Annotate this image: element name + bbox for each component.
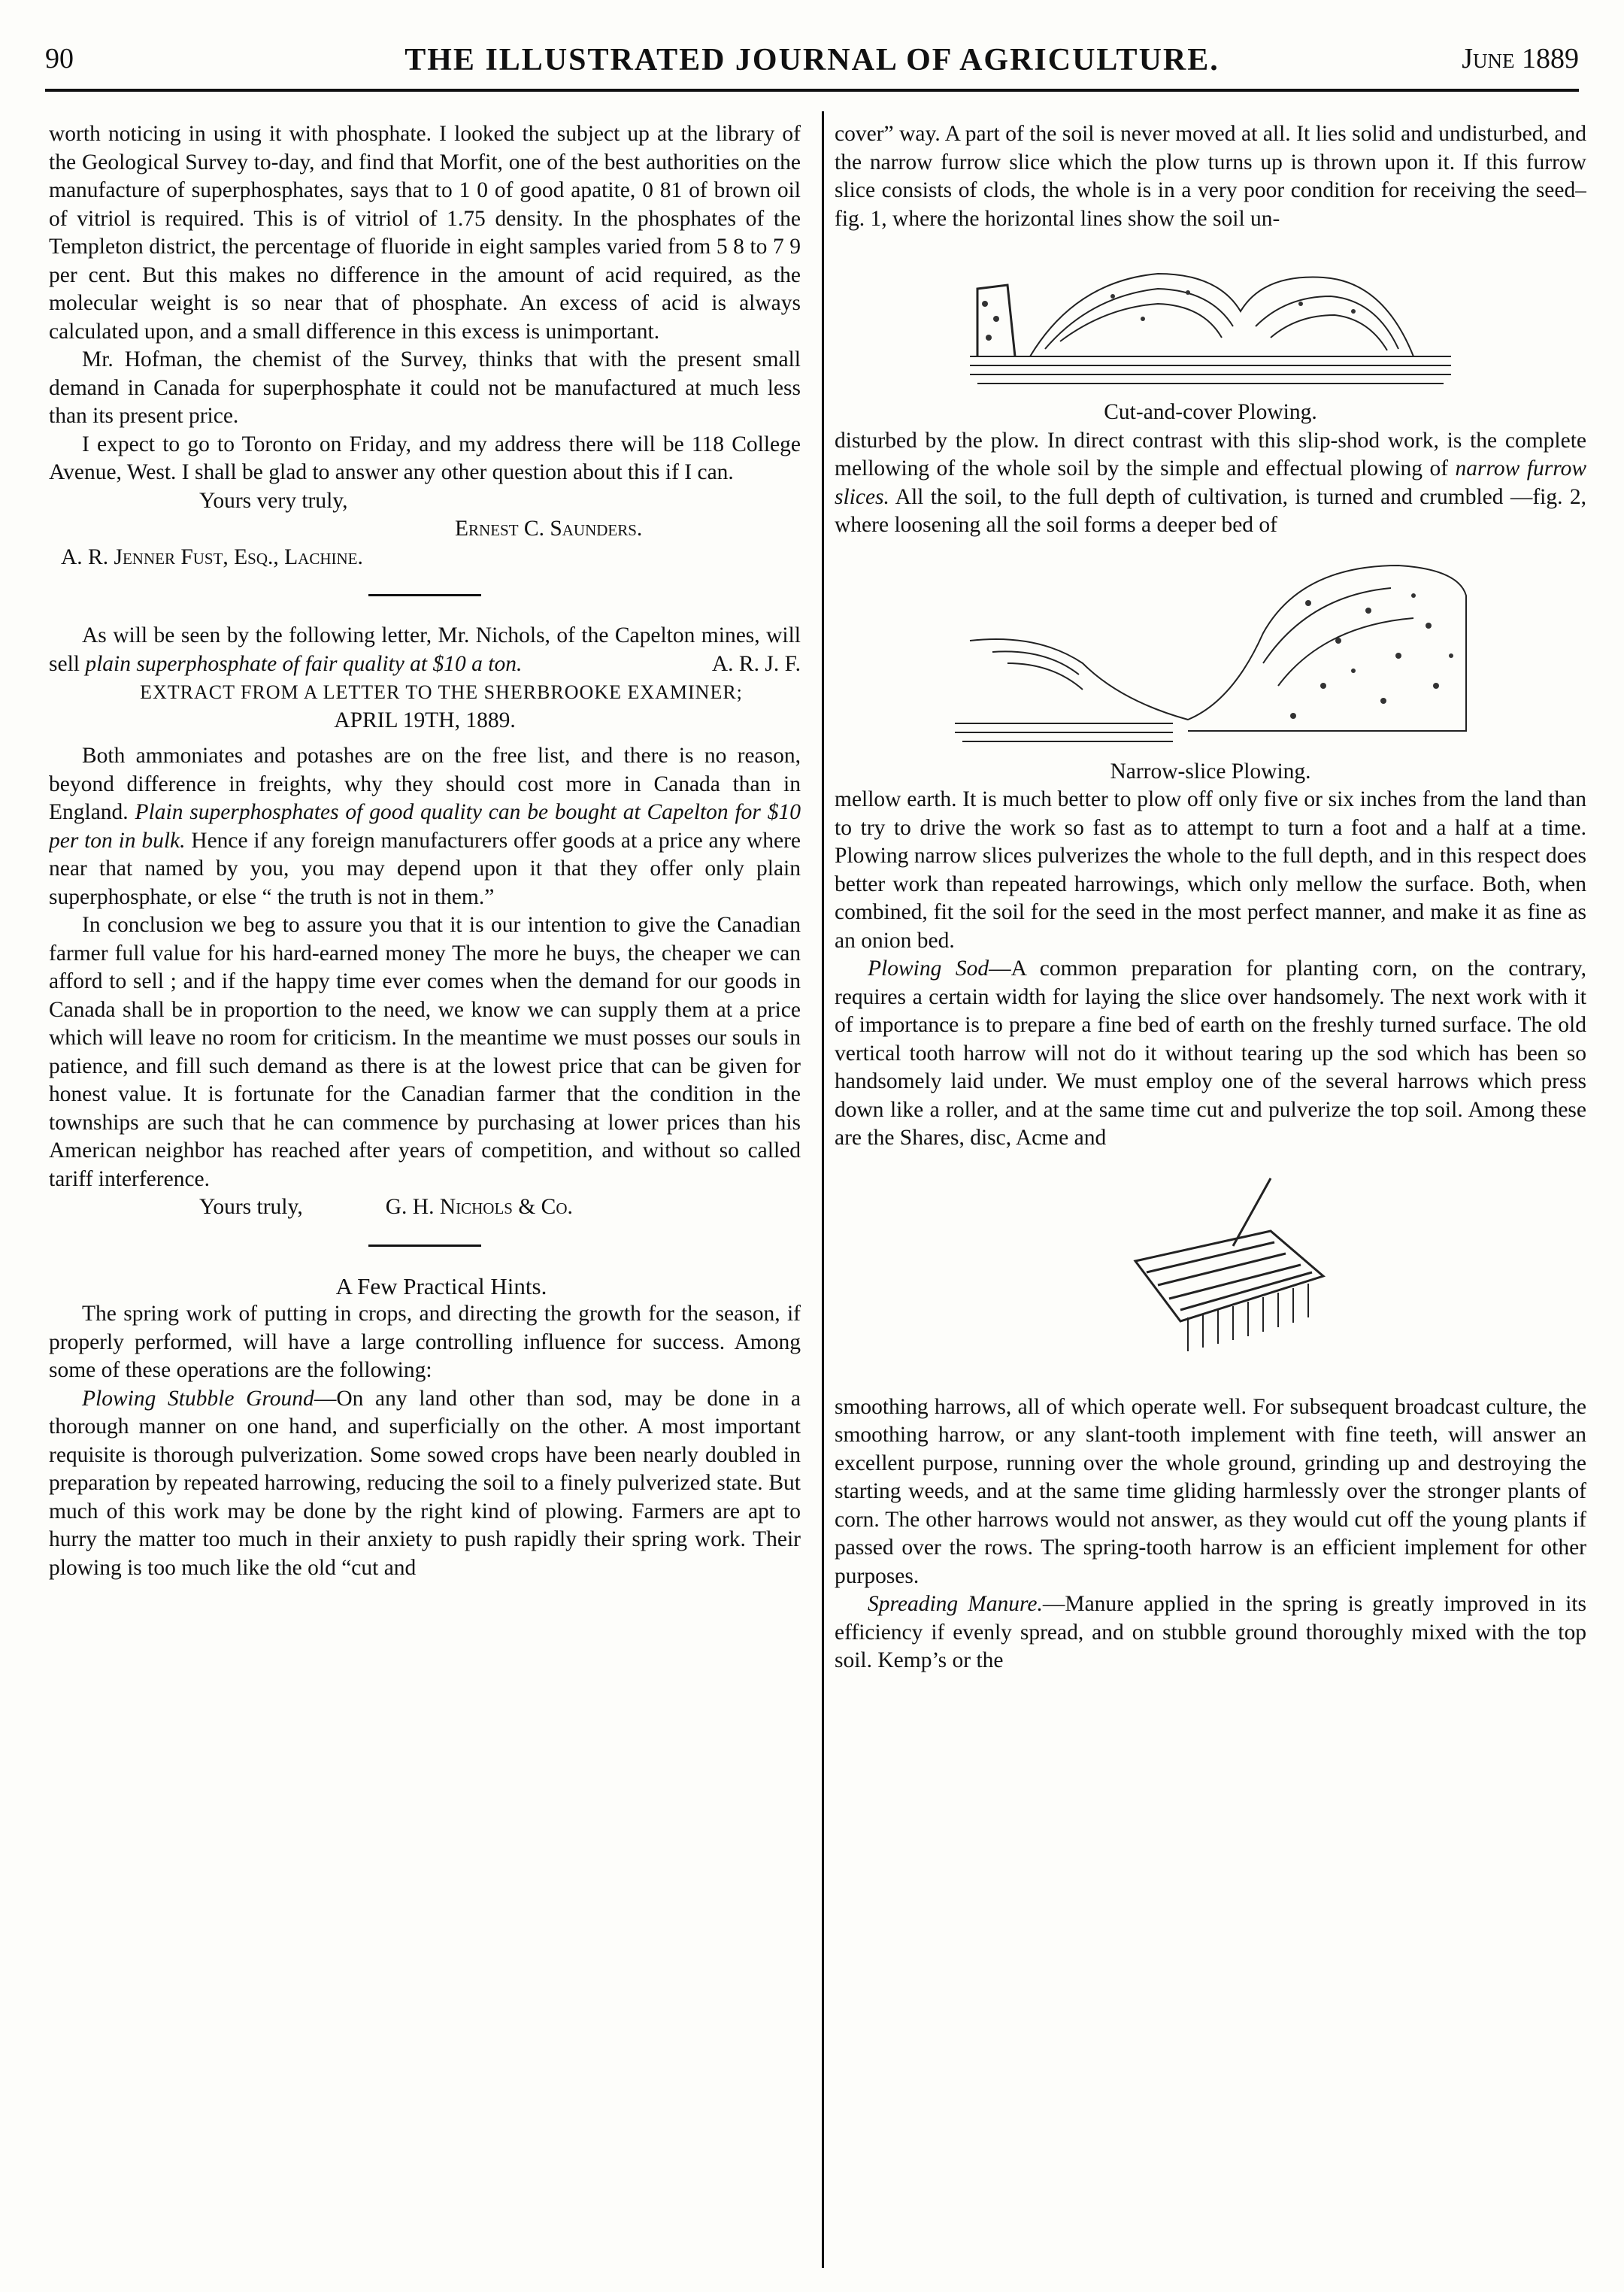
- figure-2-caption: Narrow-slice Plowing.: [1110, 759, 1311, 784]
- extract-p1-end: Hence if any foreign manufacturers offer goods at a price any where near that named by you, you may depend upon it that they offer only plain superphosphate, or else “ the truth is not in them.”: [49, 828, 801, 909]
- smoothing-harrow-illustration: [1045, 1163, 1376, 1389]
- hints-title: A Few Practical Hints.: [335, 1272, 547, 1299]
- cut-and-cover-plowing-illustration: [962, 244, 1459, 394]
- stubble-text: —On any land other than sod, may be done in a thorough manner on one hand, and superficially on the other. A most important requisite is thorough pulverization. Some sowed crops have been nearly doubled in preparation by repeated harrowing, reducing the soil to a finely pulverized state. But much of this work may be done by the right kind of plowing. Farmers are apt to hurry the matter too much in their anxiety to push rapidly their spring work. Their plowing is too much like the old “cut and: [49, 1386, 801, 1580]
- right-paragraph-4: [835, 955, 1586, 1153]
- right-column: [835, 120, 1586, 2271]
- right-paragraph-3: mellow earth. It is much better to plow off only five or six inches from the land than to try to drive the work so fast as to attempt to turn a foot and a half at a time. Plowing narrow slices pulverizes the whole to the full depth, and in this respect does better work than repeated harrowings, which only mellow the surface. Both, when combined, fit the soil for the seed in the most perfect manner, and make it as fine as an onion bed.: [835, 787, 1586, 953]
- letter-paragraph-3: I expect to go to Toronto on Friday, and my address there will be 118 College Avenue, West. I shall be glad to answer any other question about this if I can.: [49, 432, 801, 484]
- journal-title: THE ILLUSTRATED JOURNAL OF AGRICULTURE.: [404, 43, 1220, 77]
- right-p2-italic: narrow furrow slices.: [835, 456, 1586, 509]
- letter-addressee: A. R. Jenner Fust, Esq., Lachine.: [61, 544, 363, 569]
- left-column: [49, 120, 801, 2271]
- section-rule-2: [368, 1245, 481, 1247]
- letter-signature: Ernest C. Saunders.: [455, 517, 643, 541]
- narrow-slice-plowing-illustration: [947, 550, 1474, 753]
- hints-paragraph-2: [49, 1385, 801, 1583]
- running-header: [45, 36, 1579, 92]
- extract-heading: EXTRACT FROM A LETTER TO THE SHERBROOKE EXAMINER;: [140, 681, 743, 703]
- figure-2: [835, 550, 1586, 787]
- editor-note-text: As will be seen by the following letter, Mr. Nichols, of the Capelton mines, will sell: [49, 623, 801, 676]
- section-rule: [368, 594, 481, 596]
- right-paragraph-2: [835, 427, 1586, 540]
- issue-date: June 1889: [1462, 43, 1579, 74]
- right-p2-end: All the soil, to the full depth of cultivation, is turned and crumbled —fig. 2, where loosening all the soil forms a deeper bed of: [835, 484, 1586, 537]
- extract-date: APRIL 19TH, 1889.: [334, 708, 516, 732]
- editor-note: [49, 622, 801, 678]
- spreading-manure-heading: Spreading Manure.: [868, 1592, 1043, 1616]
- right-paragraph-5: smoothing harrows, all of which operate well. For subsequent broadcast culture, the smoothing harrow, or any slant-tooth implement with fine teeth, will answer an excellent purpose, running over the whole ground, grinding up and destroying the starting weeds, and at the same time gliding harmlessly over the stronger plants of corn. The other harrows would not answer, as they would cut off the young plants if passed over the rows. The spring-tooth harrow is an efficient implement for other purposes.: [835, 1394, 1586, 1588]
- extract-closing: [49, 1193, 801, 1222]
- extract-paragraph-1: [49, 742, 801, 911]
- plowing-sod-heading: Plowing Sod: [868, 957, 989, 981]
- plowing-sod-text: —A common preparation for planting corn, on the contrary, requires a certain width for laying the slice over handsomely. The next work with it of importance is to prepare a fine bed of earth on the freshly turned surface. The old vertical tooth harrow will not do it without tearing up the sod which has been so handsomely laid under. We must employ one of the several harrows which press down like a roller, and at the same time cut and pulverize the top soil. Among these are the Shares, disc, Acme and: [835, 957, 1586, 1150]
- right-p2-start: disturbed by the plow. In direct contrast with this slip-shod work, is the complete mellowing of the whole soil by the simple and effectual plowing of: [835, 428, 1586, 481]
- extract-p1-start: Both ammoniates and potashes are on the free list, and there is no reason, beyond difference in freights, why they should cost more in Canada than in England.: [49, 744, 801, 824]
- extract-closing-text: Yours truly,: [199, 1195, 303, 1219]
- figure-3: [835, 1163, 1586, 1389]
- right-paragraph-1: cover” way. A part of the soil is never moved at all. It lies solid and undisturbed, and the narrow furrow slice which the plow turns up is thrown upon it. If this furrow slice consists of clods, the whole is in a very poor condition for receiving the seed–fig. 1, where the horizontal lines show the soil un-: [835, 122, 1586, 231]
- editor-initials: A. R. J. F.: [711, 651, 801, 676]
- stubble-heading: Plowing Stubble Ground: [82, 1386, 314, 1411]
- hints-paragraph-1: The spring work of putting in crops, and directing the growth for the season, if properly performed, will have a large controlling influence for success. Among some of these operations are the following:: [49, 1302, 801, 1382]
- figure-1: [835, 244, 1586, 427]
- right-paragraph-6: [835, 1590, 1586, 1675]
- spreading-manure-text: —Manure applied in the spring is greatly improved in its efficiency if evenly spread, and on stubble ground thoroughly mixed with the top soil. Kemp’s or the: [835, 1592, 1586, 1672]
- figure-1-caption: Cut-and-cover Plowing.: [1104, 400, 1317, 424]
- letter-closing: Yours very truly,: [199, 488, 348, 513]
- extract-paragraph-2: In conclusion we beg to assure you that it is our intention to give the Canadian farmer full value for his hard-earned money The more he buys, the cheaper we can afford to sell ; and if the happy time ever comes when the demand for our goods in Canada shall be in proportion to the need, we know we can supply them at a price which will leave no room for criticism. In the meantime we must posses our souls in patience, and fill such demand as there is at the lowest price that can be given for honest value. It is fortunate for the Canadian farmer that the condition in the townships are such that he can commence by purchasing at lower prices than his American neighbor has reached after years of competition, and without so called tariff interference.: [49, 913, 801, 1191]
- page-number: 90: [45, 43, 74, 74]
- letter-paragraph-1: worth noticing in using it with phosphate. I looked the subject up at the library of the Geological Survey to-day, and find that Morfit, one of the best authorities on the manufacture of superphosphates, says that to 1 0 of good apatite, 0 81 of brown oil of vitriol is required. This is of vitriol of 1.75 density. In the phosphates of the Templeton district, the percentage of fluoride in eight samples varied from 5 8 to 7 9 per cent. But this makes no difference in the amount of acid required, as the molecular weight is so near that of phosphate. An excess of acid is always calculated upon, and a small difference in this excess is unimportant.: [49, 122, 801, 344]
- editor-note-italic: plain superphosphate of fair quality at $10 a ton.: [85, 651, 523, 676]
- extract-p1-italic: Plain superphosphates of good quality can be bought at Capelton for $10 per ton in bulk.: [49, 800, 801, 853]
- column-divider: [822, 111, 824, 2268]
- extract-signature: G. H. Nichols & Co.: [385, 1195, 573, 1219]
- letter-paragraph-2: Mr. Hofman, the chemist of the Survey, thinks that with the present small demand in Canada for superphosphate it could not be manufactured at much less than its present price.: [49, 347, 801, 428]
